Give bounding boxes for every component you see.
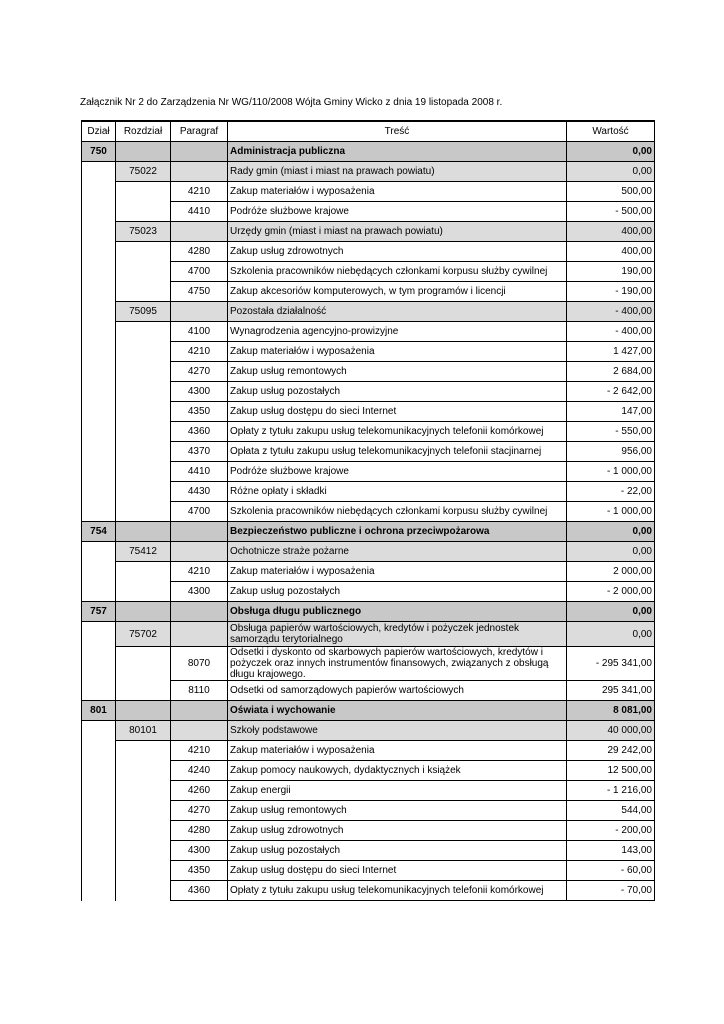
cell-wartosc: 40 000,00 bbox=[567, 721, 655, 741]
paragraf-row bbox=[82, 502, 655, 522]
cell-dzial bbox=[82, 162, 116, 182]
cell-wartosc: 956,00 bbox=[567, 442, 655, 462]
cell-rozdzial bbox=[116, 841, 171, 861]
cell-dzial bbox=[82, 801, 116, 821]
cell-paragraf bbox=[171, 162, 228, 182]
cell-rozdzial bbox=[116, 142, 171, 162]
cell-rozdzial bbox=[116, 741, 171, 761]
cell-tresc: Obsługa długu publicznego bbox=[228, 602, 567, 622]
cell-rozdzial bbox=[116, 202, 171, 222]
cell-rozdzial bbox=[116, 242, 171, 262]
cell-paragraf: 4750 bbox=[171, 282, 228, 302]
dzial-row bbox=[82, 522, 655, 542]
paragraf-row bbox=[82, 322, 655, 342]
cell-wartosc: - 60,00 bbox=[567, 861, 655, 881]
cell-tresc: Podróże służbowe krajowe bbox=[228, 462, 567, 482]
paragraf-row bbox=[82, 582, 655, 602]
cell-dzial bbox=[82, 282, 116, 302]
header-dzial: Dział bbox=[82, 121, 116, 142]
cell-rozdzial bbox=[116, 582, 171, 602]
paragraf-row bbox=[82, 881, 655, 901]
cell-wartosc: 0,00 bbox=[567, 542, 655, 562]
cell-dzial bbox=[82, 202, 116, 222]
cell-dzial bbox=[82, 362, 116, 382]
cell-dzial: 754 bbox=[82, 522, 116, 542]
cell-wartosc: - 190,00 bbox=[567, 282, 655, 302]
paragraf-row bbox=[82, 342, 655, 362]
cell-wartosc: - 400,00 bbox=[567, 302, 655, 322]
cell-paragraf: 4210 bbox=[171, 741, 228, 761]
cell-dzial bbox=[82, 222, 116, 242]
rozdzial-row bbox=[82, 302, 655, 322]
cell-tresc: Bezpieczeństwo publiczne i ochrona przeciwpożarowa bbox=[228, 522, 567, 542]
cell-paragraf bbox=[171, 721, 228, 741]
cell-tresc: Zakup materiałów i wyposażenia bbox=[228, 342, 567, 362]
cell-tresc: Szkoły podstawowe bbox=[228, 721, 567, 741]
cell-rozdzial bbox=[116, 647, 171, 681]
paragraf-row bbox=[82, 262, 655, 282]
cell-wartosc: 2 684,00 bbox=[567, 362, 655, 382]
cell-paragraf: 4270 bbox=[171, 362, 228, 382]
cell-wartosc: 500,00 bbox=[567, 182, 655, 202]
cell-paragraf: 4280 bbox=[171, 821, 228, 841]
cell-paragraf bbox=[171, 622, 228, 647]
cell-rozdzial bbox=[116, 282, 171, 302]
cell-tresc: Wynagrodzenia agencyjno-prowizyjne bbox=[228, 322, 567, 342]
cell-tresc: Zakup usług zdrowotnych bbox=[228, 242, 567, 262]
cell-wartosc: - 400,00 bbox=[567, 322, 655, 342]
cell-tresc: Podróże służbowe krajowe bbox=[228, 202, 567, 222]
cell-rozdzial bbox=[116, 362, 171, 382]
cell-dzial bbox=[82, 841, 116, 861]
cell-tresc: Odsetki i dyskonto od skarbowych papierów wartościowych, kredytów i pożyczek oraz innych instrumentów finansowych, związanych z obsługą długu krajowego. bbox=[228, 647, 567, 681]
cell-dzial bbox=[82, 342, 116, 362]
cell-dzial bbox=[82, 302, 116, 322]
cell-tresc: Zakup usług remontowych bbox=[228, 801, 567, 821]
cell-paragraf bbox=[171, 542, 228, 562]
rozdzial-row bbox=[82, 622, 655, 647]
header-paragraf: Paragraf bbox=[171, 121, 228, 142]
cell-rozdzial: 75022 bbox=[116, 162, 171, 182]
cell-paragraf: 8110 bbox=[171, 681, 228, 701]
cell-rozdzial bbox=[116, 182, 171, 202]
rozdzial-row bbox=[82, 721, 655, 741]
cell-dzial bbox=[82, 741, 116, 761]
cell-paragraf: 4360 bbox=[171, 881, 228, 901]
header-tresc: Treść bbox=[228, 121, 567, 142]
cell-wartosc: - 200,00 bbox=[567, 821, 655, 841]
cell-wartosc: - 1 000,00 bbox=[567, 502, 655, 522]
cell-tresc: Obsługa papierów wartościowych, kredytów i pożyczek jednostek samorządu terytorialnego bbox=[228, 622, 567, 647]
cell-dzial bbox=[82, 761, 116, 781]
cell-wartosc: 0,00 bbox=[567, 622, 655, 647]
cell-paragraf bbox=[171, 701, 228, 721]
cell-tresc: Zakup usług zdrowotnych bbox=[228, 821, 567, 841]
cell-tresc: Zakup akcesoriów komputerowych, w tym programów i licencji bbox=[228, 282, 567, 302]
paragraf-row bbox=[82, 741, 655, 761]
cell-tresc: Opłata z tytułu zakupu usług telekomunikacyjnych telefonii stacjinarnej bbox=[228, 442, 567, 462]
cell-wartosc: 400,00 bbox=[567, 222, 655, 242]
cell-paragraf bbox=[171, 522, 228, 542]
cell-wartosc: 12 500,00 bbox=[567, 761, 655, 781]
cell-rozdzial: 75412 bbox=[116, 542, 171, 562]
cell-paragraf: 4410 bbox=[171, 202, 228, 222]
cell-rozdzial bbox=[116, 402, 171, 422]
cell-rozdzial bbox=[116, 821, 171, 841]
cell-tresc: Odsetki od samorządowych papierów wartościowych bbox=[228, 681, 567, 701]
cell-paragraf: 4300 bbox=[171, 582, 228, 602]
cell-tresc: Oświata i wychowanie bbox=[228, 701, 567, 721]
cell-dzial bbox=[82, 482, 116, 502]
cell-dzial bbox=[82, 382, 116, 402]
paragraf-row bbox=[82, 202, 655, 222]
paragraf-row bbox=[82, 647, 655, 681]
cell-rozdzial: 75095 bbox=[116, 302, 171, 322]
cell-rozdzial bbox=[116, 342, 171, 362]
cell-dzial bbox=[82, 402, 116, 422]
cell-dzial bbox=[82, 562, 116, 582]
paragraf-row bbox=[82, 861, 655, 881]
cell-wartosc: 29 242,00 bbox=[567, 741, 655, 761]
cell-tresc: Zakup materiałów i wyposażenia bbox=[228, 562, 567, 582]
cell-wartosc: 400,00 bbox=[567, 242, 655, 262]
cell-wartosc: - 295 341,00 bbox=[567, 647, 655, 681]
cell-wartosc: - 1 216,00 bbox=[567, 781, 655, 801]
cell-dzial bbox=[82, 502, 116, 522]
cell-dzial bbox=[82, 881, 116, 901]
cell-rozdzial: 75702 bbox=[116, 622, 171, 647]
paragraf-row bbox=[82, 442, 655, 462]
cell-wartosc: 295 341,00 bbox=[567, 681, 655, 701]
cell-paragraf: 4270 bbox=[171, 801, 228, 821]
cell-rozdzial bbox=[116, 482, 171, 502]
cell-wartosc: 8 081,00 bbox=[567, 701, 655, 721]
paragraf-row bbox=[82, 781, 655, 801]
budget-table bbox=[81, 120, 655, 901]
cell-paragraf bbox=[171, 302, 228, 322]
paragraf-row bbox=[82, 562, 655, 582]
cell-tresc: Zakup usług pozostałych bbox=[228, 841, 567, 861]
cell-rozdzial: 75023 bbox=[116, 222, 171, 242]
cell-paragraf: 4410 bbox=[171, 462, 228, 482]
cell-rozdzial bbox=[116, 462, 171, 482]
cell-rozdzial bbox=[116, 522, 171, 542]
cell-wartosc: 2 000,00 bbox=[567, 562, 655, 582]
cell-dzial: 801 bbox=[82, 701, 116, 721]
cell-paragraf: 4350 bbox=[171, 402, 228, 422]
cell-paragraf: 4430 bbox=[171, 482, 228, 502]
cell-rozdzial: 80101 bbox=[116, 721, 171, 741]
cell-wartosc: - 2 000,00 bbox=[567, 582, 655, 602]
cell-tresc: Urzędy gmin (miast i miast na prawach powiatu) bbox=[228, 222, 567, 242]
cell-wartosc: - 70,00 bbox=[567, 881, 655, 901]
cell-wartosc: - 2 642,00 bbox=[567, 382, 655, 402]
paragraf-row bbox=[82, 482, 655, 502]
cell-wartosc: 0,00 bbox=[567, 602, 655, 622]
cell-paragraf bbox=[171, 142, 228, 162]
cell-tresc: Zakup materiałów i wyposażenia bbox=[228, 182, 567, 202]
paragraf-row bbox=[82, 402, 655, 422]
cell-rozdzial bbox=[116, 881, 171, 901]
cell-tresc: Zakup usług pozostałych bbox=[228, 382, 567, 402]
cell-rozdzial bbox=[116, 701, 171, 721]
cell-wartosc: - 22,00 bbox=[567, 482, 655, 502]
cell-dzial: 750 bbox=[82, 142, 116, 162]
cell-tresc: Opłaty z tytułu zakupu usług telekomunikacyjnych telefonii komórkowej bbox=[228, 422, 567, 442]
cell-paragraf: 4370 bbox=[171, 442, 228, 462]
cell-tresc: Opłaty z tytułu zakupu usług telekomunikacyjnych telefonii komórkowej bbox=[228, 881, 567, 901]
paragraf-row bbox=[82, 801, 655, 821]
cell-rozdzial bbox=[116, 382, 171, 402]
cell-paragraf: 4280 bbox=[171, 242, 228, 262]
paragraf-row bbox=[82, 362, 655, 382]
paragraf-row bbox=[82, 462, 655, 482]
cell-tresc: Zakup usług pozostałych bbox=[228, 582, 567, 602]
cell-dzial bbox=[82, 582, 116, 602]
paragraf-row bbox=[82, 182, 655, 202]
cell-rozdzial bbox=[116, 602, 171, 622]
cell-rozdzial bbox=[116, 422, 171, 442]
cell-tresc: Rady gmin (miast i miast na prawach powiatu) bbox=[228, 162, 567, 182]
cell-dzial bbox=[82, 422, 116, 442]
cell-rozdzial bbox=[116, 761, 171, 781]
dzial-row bbox=[82, 602, 655, 622]
cell-dzial bbox=[82, 681, 116, 701]
rozdzial-row bbox=[82, 162, 655, 182]
cell-wartosc: - 1 000,00 bbox=[567, 462, 655, 482]
cell-dzial bbox=[82, 262, 116, 282]
paragraf-row bbox=[82, 422, 655, 442]
cell-wartosc: - 550,00 bbox=[567, 422, 655, 442]
cell-rozdzial bbox=[116, 861, 171, 881]
paragraf-row bbox=[82, 821, 655, 841]
cell-rozdzial bbox=[116, 801, 171, 821]
cell-dzial bbox=[82, 442, 116, 462]
cell-dzial bbox=[82, 622, 116, 647]
cell-wartosc: 143,00 bbox=[567, 841, 655, 861]
cell-paragraf: 4300 bbox=[171, 841, 228, 861]
cell-dzial bbox=[82, 821, 116, 841]
paragraf-row bbox=[82, 681, 655, 701]
cell-dzial bbox=[82, 182, 116, 202]
cell-wartosc: - 500,00 bbox=[567, 202, 655, 222]
document-caption: Załącznik Nr 2 do Zarządzenia Nr WG/110/2008 Wójta Gminy Wicko z dnia 19 listopada 2008 r. bbox=[80, 97, 503, 108]
cell-paragraf: 4300 bbox=[171, 382, 228, 402]
cell-paragraf: 4210 bbox=[171, 342, 228, 362]
cell-dzial bbox=[82, 721, 116, 741]
paragraf-row bbox=[82, 382, 655, 402]
cell-tresc: Szkolenia pracowników niebędących członkami korpusu służby cywilnej bbox=[228, 502, 567, 522]
cell-dzial bbox=[82, 462, 116, 482]
cell-paragraf: 4360 bbox=[171, 422, 228, 442]
cell-dzial bbox=[82, 242, 116, 262]
cell-tresc: Zakup pomocy naukowych, dydaktycznych i książek bbox=[228, 761, 567, 781]
cell-wartosc: 190,00 bbox=[567, 262, 655, 282]
cell-tresc: Zakup usług remontowych bbox=[228, 362, 567, 382]
cell-tresc: Zakup materiałów i wyposażenia bbox=[228, 741, 567, 761]
paragraf-row bbox=[82, 761, 655, 781]
cell-tresc: Ochotnicze straże pożarne bbox=[228, 542, 567, 562]
cell-tresc: Szkolenia pracowników niebędących członkami korpusu służby cywilnej bbox=[228, 262, 567, 282]
cell-paragraf: 4350 bbox=[171, 861, 228, 881]
paragraf-row bbox=[82, 282, 655, 302]
header-wartosc: Wartość bbox=[567, 121, 655, 142]
cell-dzial bbox=[82, 781, 116, 801]
dzial-row bbox=[82, 142, 655, 162]
cell-dzial bbox=[82, 861, 116, 881]
cell-dzial: 757 bbox=[82, 602, 116, 622]
cell-tresc: Zakup usług dostępu do sieci Internet bbox=[228, 402, 567, 422]
cell-rozdzial bbox=[116, 262, 171, 282]
cell-paragraf: 8070 bbox=[171, 647, 228, 681]
cell-wartosc: 0,00 bbox=[567, 142, 655, 162]
cell-rozdzial bbox=[116, 502, 171, 522]
cell-tresc: Różne opłaty i składki bbox=[228, 482, 567, 502]
dzial-row bbox=[82, 701, 655, 721]
cell-rozdzial bbox=[116, 442, 171, 462]
cell-wartosc: 544,00 bbox=[567, 801, 655, 821]
cell-paragraf: 4700 bbox=[171, 502, 228, 522]
cell-paragraf bbox=[171, 602, 228, 622]
cell-paragraf: 4240 bbox=[171, 761, 228, 781]
cell-paragraf: 4210 bbox=[171, 562, 228, 582]
cell-dzial bbox=[82, 647, 116, 681]
cell-dzial bbox=[82, 542, 116, 562]
cell-dzial bbox=[82, 322, 116, 342]
cell-tresc: Administracja publiczna bbox=[228, 142, 567, 162]
cell-rozdzial bbox=[116, 322, 171, 342]
rozdzial-row bbox=[82, 222, 655, 242]
paragraf-row bbox=[82, 841, 655, 861]
cell-wartosc: 0,00 bbox=[567, 522, 655, 542]
table-header-row bbox=[82, 121, 655, 142]
cell-paragraf: 4210 bbox=[171, 182, 228, 202]
cell-rozdzial bbox=[116, 781, 171, 801]
cell-rozdzial bbox=[116, 562, 171, 582]
cell-paragraf: 4260 bbox=[171, 781, 228, 801]
cell-paragraf: 4700 bbox=[171, 262, 228, 282]
rozdzial-row bbox=[82, 542, 655, 562]
cell-tresc: Pozostała działalność bbox=[228, 302, 567, 322]
cell-tresc: Zakup energii bbox=[228, 781, 567, 801]
cell-wartosc: 147,00 bbox=[567, 402, 655, 422]
cell-wartosc: 0,00 bbox=[567, 162, 655, 182]
cell-paragraf: 4100 bbox=[171, 322, 228, 342]
paragraf-row bbox=[82, 242, 655, 262]
cell-rozdzial bbox=[116, 681, 171, 701]
cell-paragraf bbox=[171, 222, 228, 242]
header-rozdzial: Rozdział bbox=[116, 121, 171, 142]
cell-tresc: Zakup usług dostępu do sieci Internet bbox=[228, 861, 567, 881]
cell-wartosc: 1 427,00 bbox=[567, 342, 655, 362]
